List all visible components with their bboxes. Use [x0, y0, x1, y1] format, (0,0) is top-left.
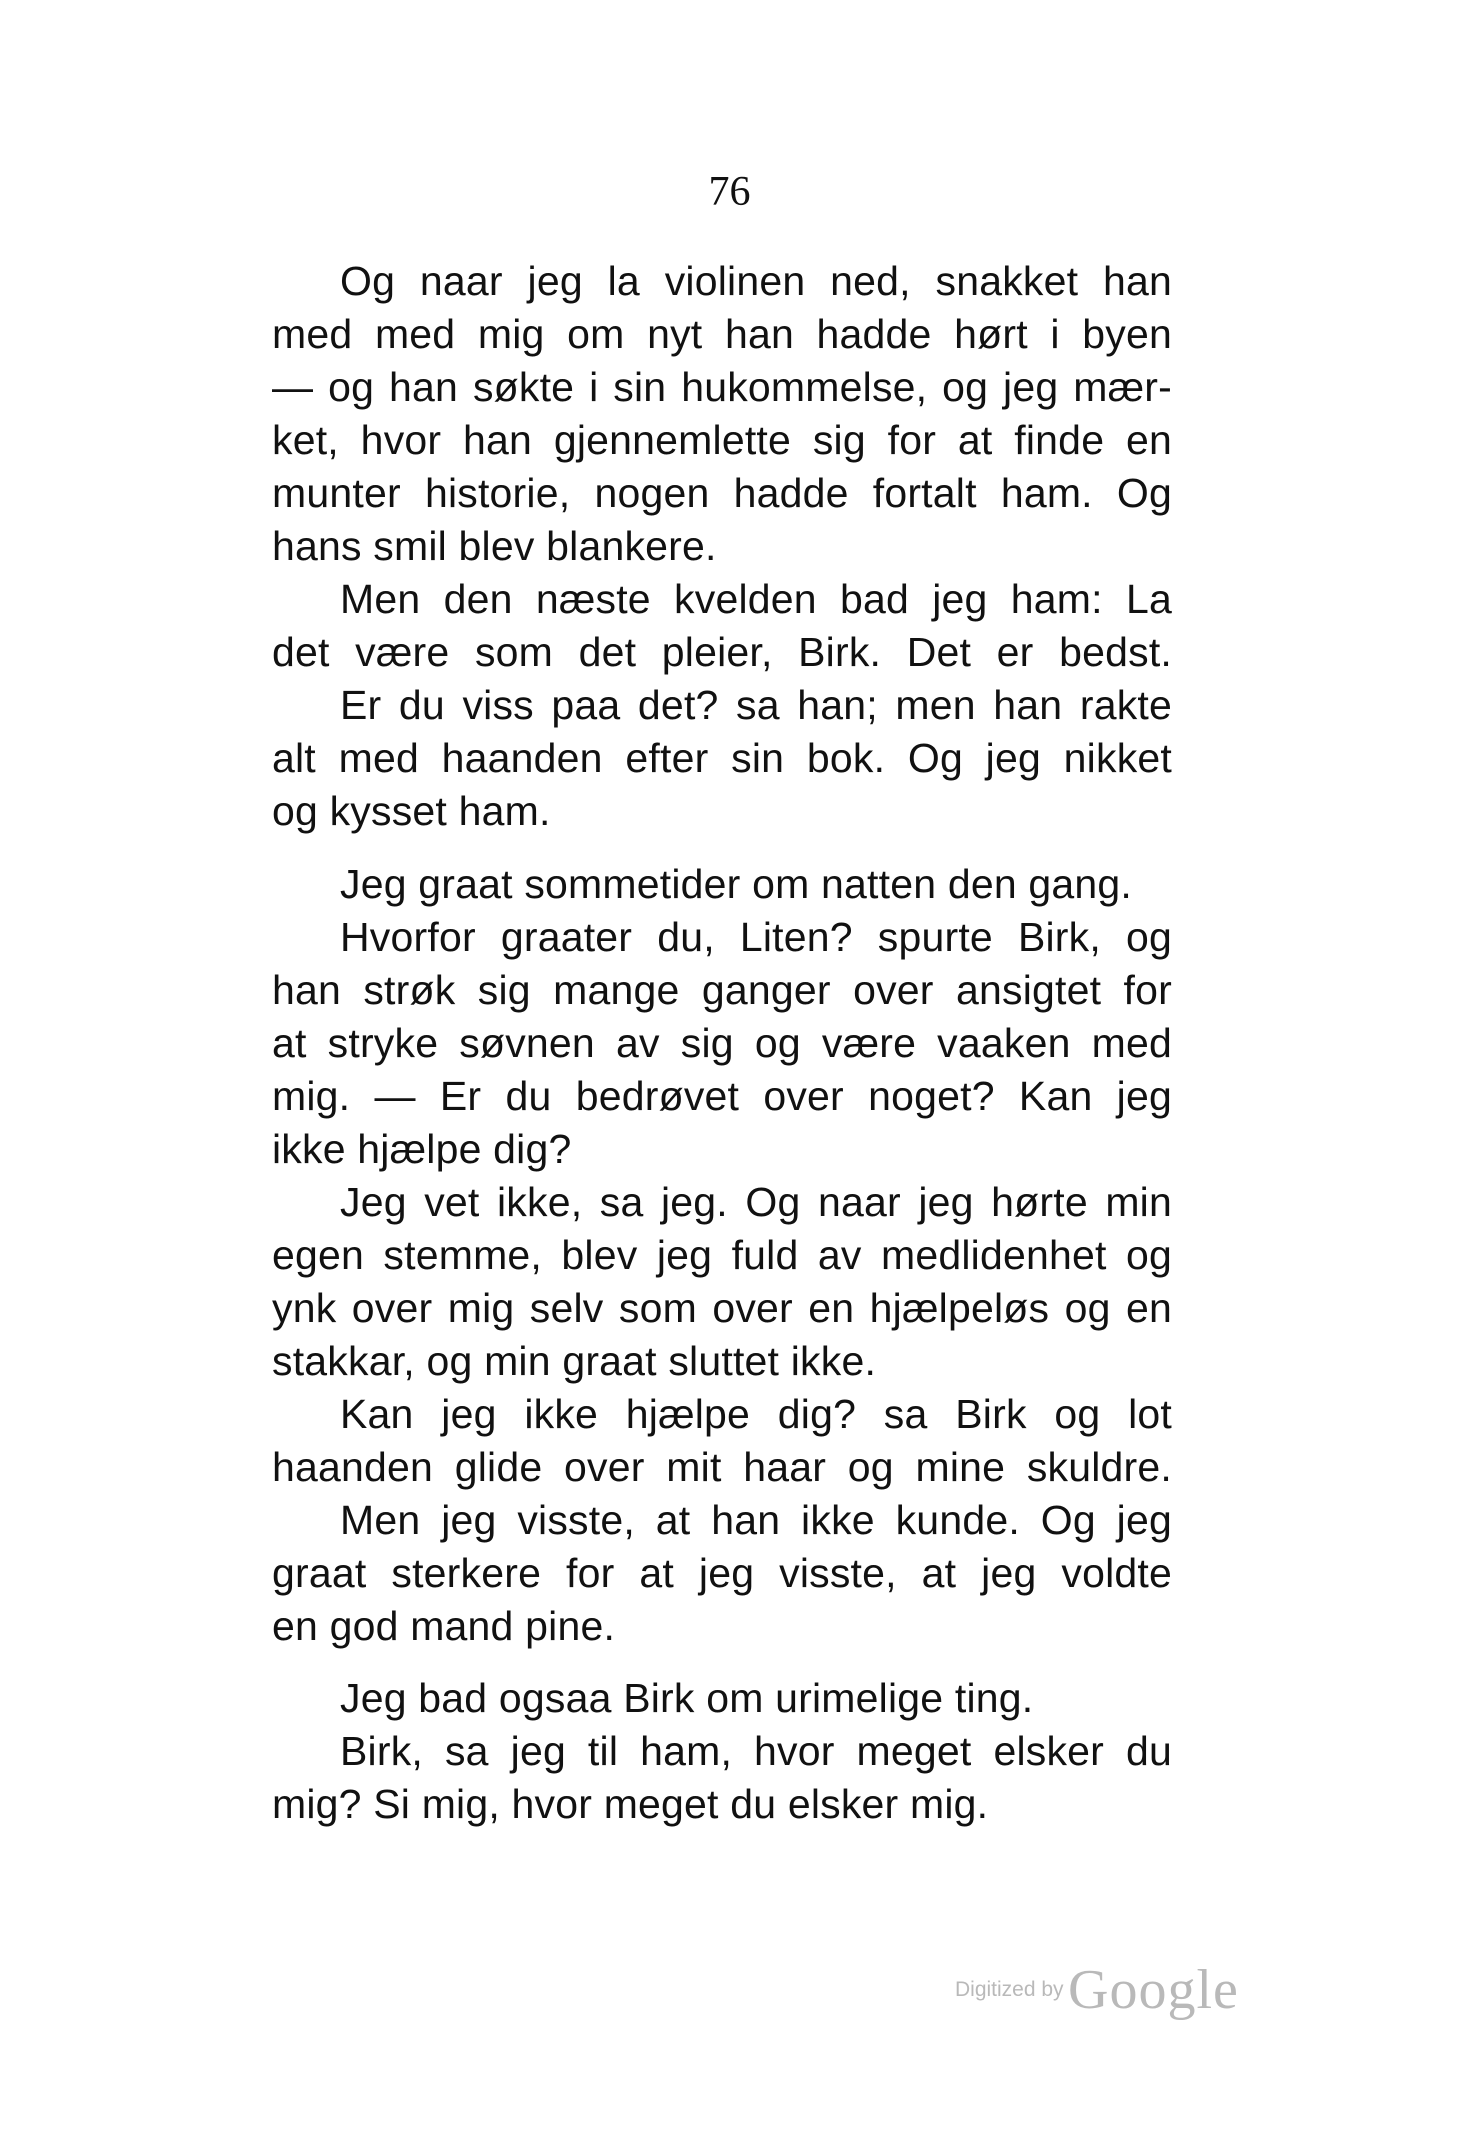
text-line: ynk over mig selv som over en hjælpeløs og en	[272, 1285, 1172, 1331]
page-number: 76	[708, 169, 751, 215]
text-line: og kysset ham.	[272, 788, 551, 834]
text-line: med med mig om nyt han hadde hørt i byen	[272, 311, 1172, 357]
text-line: Jeg graat sommetider om natten den gang.	[340, 861, 1133, 907]
text-section-1	[272, 255, 1172, 838]
text-line: at stryke søvnen av sig og være vaaken med	[272, 1020, 1172, 1066]
paragraph-7	[272, 1388, 1172, 1494]
text-line: det være som det pleier, Birk. Det er bedst.	[272, 629, 1172, 675]
paragraph-1	[272, 255, 1172, 573]
text-line: Birk, sa jeg til ham, hvor meget elsker du	[340, 1728, 1172, 1774]
text-line: alt med haanden efter sin bok. Og jeg nikket	[272, 735, 1172, 781]
text-line: Men jeg visste, at han ikke kunde. Og jeg	[340, 1497, 1172, 1543]
paragraph-5	[272, 911, 1172, 1176]
text-line: Jeg bad ogsaa Birk om urimelige ting.	[340, 1675, 1034, 1721]
paragraph-9	[272, 1672, 1172, 1725]
text-line: egen stemme, blev jeg fuld av medlidenhet og	[272, 1232, 1172, 1278]
text-section-3	[272, 1672, 1172, 1831]
text-line: graat sterkere for at jeg visste, at jeg voldte	[272, 1550, 1172, 1596]
text-line: Jeg vet ikke, sa jeg. Og naar jeg hørte min	[340, 1179, 1172, 1225]
paragraph-4	[272, 858, 1172, 911]
text-line: ikke hjælpe dig?	[272, 1126, 572, 1172]
paragraph-10	[272, 1725, 1172, 1831]
paragraph-8	[272, 1494, 1172, 1653]
text-line: munter historie, nogen hadde fortalt ham. Og	[272, 470, 1172, 516]
text-line: Kan jeg ikke hjælpe dig? sa Birk og lot	[340, 1391, 1172, 1437]
text-line: — og han søkte i sin hukommelse, og jeg mær-	[272, 364, 1172, 410]
text-line: en god mand pine.	[272, 1603, 616, 1649]
text-line: stakkar, og min graat sluttet ikke.	[272, 1338, 877, 1384]
text-section-2	[272, 858, 1172, 1653]
text-line: Er du viss paa det? sa han; men han rakte	[340, 682, 1172, 728]
text-line: haanden glide over mit haar og mine skuldre.	[272, 1444, 1172, 1490]
google-logo: Google	[1068, 1959, 1239, 2021]
text-line: mig. — Er du bedrøvet over noget? Kan jeg	[272, 1073, 1172, 1119]
paragraph-3	[272, 679, 1172, 838]
text-line: Hvorfor graater du, Liten? spurte Birk, og	[340, 914, 1172, 960]
text-line: mig? Si mig, hvor meget du elsker mig.	[272, 1781, 989, 1827]
digitized-by-google-watermark	[955, 1958, 1239, 2028]
paragraph-6	[272, 1176, 1172, 1388]
text-line: han strøk sig mange ganger over ansigtet for	[272, 967, 1172, 1013]
watermark-prefix: Digitized by	[955, 1978, 1064, 2001]
text-line: ket, hvor han gjennemlette sig for at finde en	[272, 417, 1172, 463]
text-line: hans smil blev blankere.	[272, 523, 717, 569]
text-line: Og naar jeg la violinen ned, snakket han	[340, 258, 1172, 304]
paragraph-2	[272, 573, 1172, 679]
text-line: Men den næste kvelden bad jeg ham: La	[340, 576, 1172, 622]
